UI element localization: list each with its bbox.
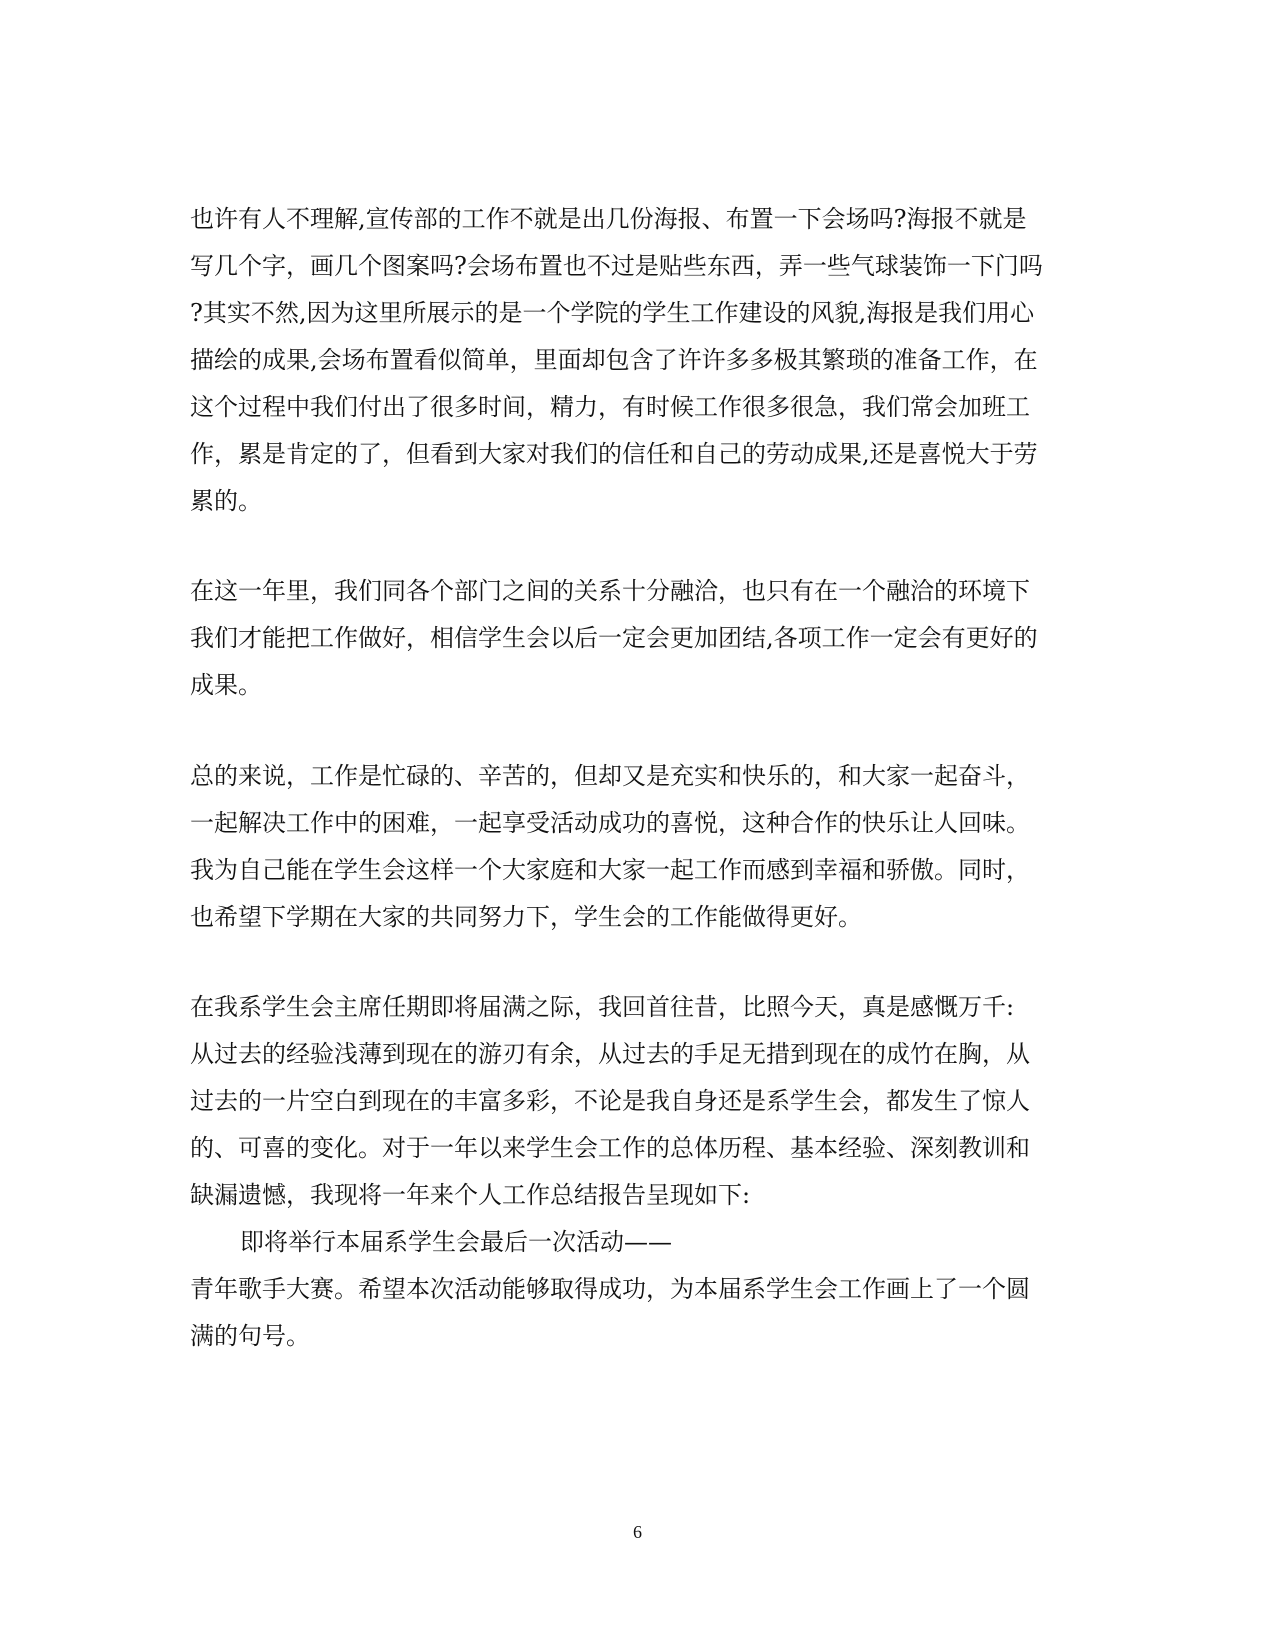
paragraph-4-line-5: 缺漏遗憾，我现将一年来个人工作总结报告呈现如下: — [190, 1181, 751, 1209]
page-number: 6 — [633, 1522, 642, 1542]
paragraph-3-line-2: 一起解决工作中的困难，一起享受活动成功的喜悦，这种合作的快乐让人回味。 — [190, 809, 1030, 837]
paragraph-1-line-2: 写几个字，画几个图案吗?会场布置也不过是贴些东西，弄一些气球装饰一下门吗 — [190, 252, 1043, 280]
paragraph-4-line-1: 在我系学生会主席任期即将届满之际，我回首往昔，比照今天，真是感慨万千: — [190, 993, 1015, 1021]
paragraph-4-line-4: 的、可喜的变化。对于一年以来学生会工作的总体历程、基本经验、深刻教训和 — [190, 1134, 1030, 1162]
paragraph-4-line-7: 青年歌手大赛。希望本次活动能够取得成功，为本届系学生会工作画上了一个圆 — [190, 1275, 1030, 1303]
paragraph-1-line-4: 描绘的成果,会场布置看似简单，里面却包含了许许多多极其繁琐的准备工作，在 — [190, 346, 1038, 374]
paragraph-3-line-3: 我为自己能在学生会这样一个大家庭和大家一起工作而感到幸福和骄傲。同时， — [190, 856, 1030, 884]
paragraph-1-line-5: 这个过程中我们付出了很多时间，精力，有时候工作很多很急，我们常会加班工 — [190, 393, 1030, 421]
paragraph-4-line-2: 从过去的经验浅薄到现在的游刃有余，从过去的手足无措到现在的成竹在胸，从 — [190, 1040, 1030, 1068]
paragraph-2-line-1: 在这一年里，我们同各个部门之间的关系十分融洽，也只有在一个融洽的环境下 — [190, 577, 1030, 605]
paragraph-4-line-6: 即将举行本届系学生会最后一次活动—— — [240, 1228, 672, 1256]
paragraph-1-line-1: 也许有人不理解,宣传部的工作不就是出几份海报、布置一下会场吗?海报不就是 — [190, 205, 1027, 233]
paragraph-1-line-6: 作，累是肯定的了，但看到大家对我们的信任和自己的劳动成果,还是喜悦大于劳 — [190, 440, 1038, 468]
paragraph-2-line-3: 成果。 — [190, 671, 262, 699]
paragraph-1-line-3: ?其实不然,因为这里所展示的是一个学院的学生工作建设的风貌,海报是我们用心 — [190, 299, 1035, 327]
paragraph-1-line-7: 累的。 — [190, 487, 262, 515]
paragraph-3-line-4: 也希望下学期在大家的共同努力下，学生会的工作能做得更好。 — [190, 903, 862, 931]
paragraph-4-line-3: 过去的一片空白到现在的丰富多彩，不论是我自身还是系学生会，都发生了惊人 — [190, 1087, 1030, 1115]
paragraph-3-line-1: 总的来说，工作是忙碌的、辛苦的，但却又是充实和快乐的，和大家一起奋斗， — [190, 762, 1030, 790]
paragraph-4-line-8: 满的句号。 — [190, 1322, 310, 1350]
paragraph-2-line-2: 我们才能把工作做好，相信学生会以后一定会更加团结,各项工作一定会有更好的 — [190, 624, 1038, 652]
